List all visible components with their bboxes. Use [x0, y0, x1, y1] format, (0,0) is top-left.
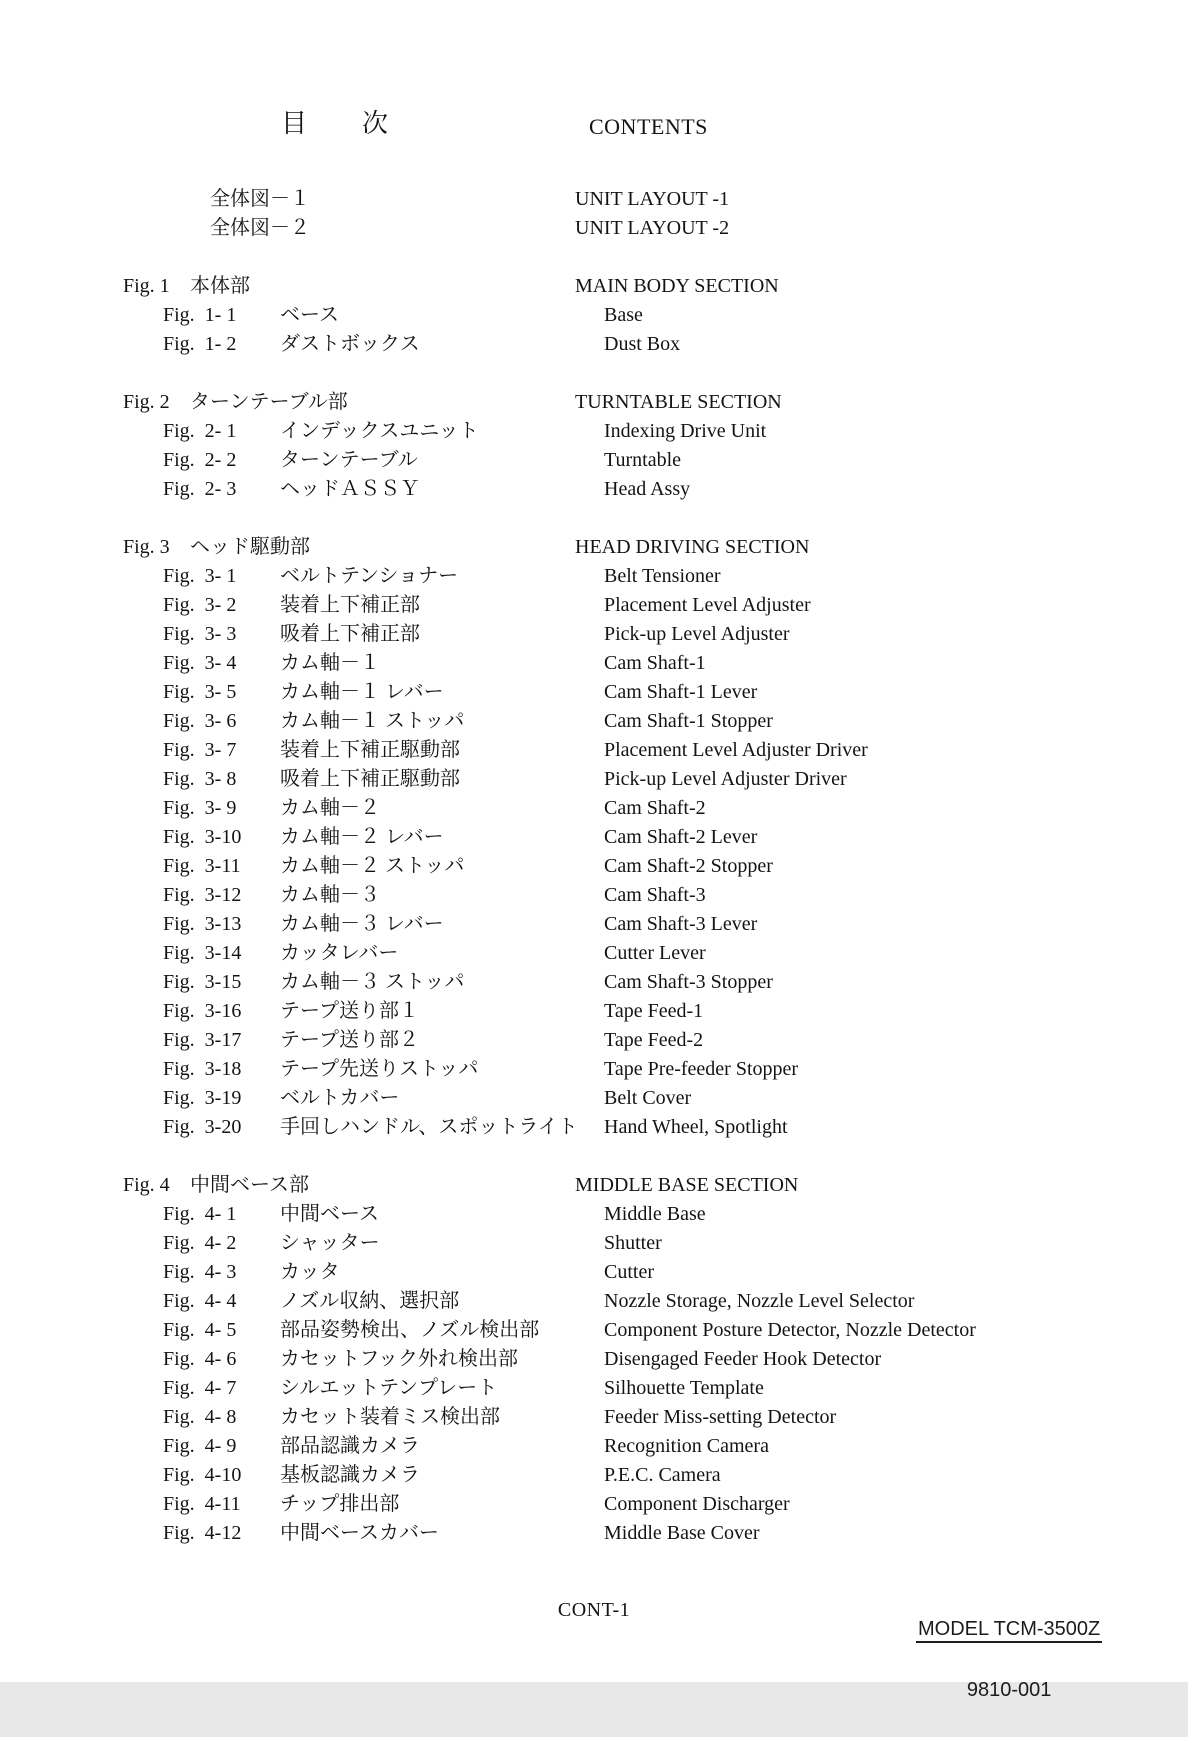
japanese-label: 吸着上下補正部: [280, 623, 420, 645]
english-label: Cam Shaft-1 Stopper: [604, 710, 773, 732]
toc-row-item: [0, 1403, 1188, 1432]
fig-number: Fig. 4- 8: [163, 1406, 237, 1428]
fig-number: Fig. 3-20: [163, 1116, 242, 1138]
english-label: Disengaged Feeder Hook Detector: [604, 1348, 882, 1370]
english-label: TURNTABLE SECTION: [575, 391, 782, 413]
english-label: MIDDLE BASE SECTION: [575, 1174, 799, 1196]
fig-number: Fig. 2- 2: [163, 449, 237, 471]
fig-number: Fig. 4- 3: [163, 1261, 237, 1283]
toc-row-item: [0, 794, 1188, 823]
toc-row-section: [0, 272, 1188, 301]
fig-number: Fig. 2: [123, 391, 170, 413]
fig-number: Fig. 1- 2: [163, 333, 237, 355]
toc-row-item: [0, 1287, 1188, 1316]
toc-row-preamble: [0, 185, 1188, 214]
toc-row-item: [0, 1200, 1188, 1229]
english-label: Feeder Miss-setting Detector: [604, 1406, 837, 1428]
english-label: Belt Tensioner: [604, 565, 721, 587]
fig-number: Fig. 3-12: [163, 884, 242, 906]
toc-row-item: [0, 1490, 1188, 1519]
english-label: Middle Base Cover: [604, 1522, 760, 1544]
toc-row-item: [0, 620, 1188, 649]
english-label: Head Assy: [604, 478, 691, 500]
fig-number: Fig. 3- 9: [163, 797, 237, 819]
japanese-label: 中間ベース部: [190, 1174, 309, 1196]
fig-number: Fig. 3-13: [163, 913, 242, 935]
page-number: CONT-1: [557, 1599, 631, 1621]
japanese-label: 装着上下補正部: [280, 594, 420, 616]
english-label: Belt Cover: [604, 1087, 692, 1109]
japanese-label: ベルトカバー: [280, 1087, 400, 1109]
toc-row-item: [0, 968, 1188, 997]
english-label: Indexing Drive Unit: [604, 420, 767, 442]
toc-row-item: [0, 881, 1188, 910]
fig-number: Fig. 3-18: [163, 1058, 242, 1080]
toc-row-item: [0, 852, 1188, 881]
english-label: HEAD DRIVING SECTION: [575, 536, 810, 558]
toc-row-item: [0, 417, 1188, 446]
toc-row-item: [0, 1026, 1188, 1055]
english-label: Cam Shaft-3 Lever: [604, 913, 758, 935]
japanese-label: インデックスユニット: [280, 420, 479, 442]
fig-number: Fig. 3-11: [163, 855, 241, 877]
english-label: Pick-up Level Adjuster Driver: [604, 768, 847, 790]
fig-number: Fig. 3-16: [163, 1000, 242, 1022]
japanese-label: ヘッドＡＳＳＹ: [280, 478, 420, 500]
fig-number: Fig. 3-15: [163, 971, 242, 993]
english-label: Component Posture Detector, Nozzle Detector: [604, 1319, 976, 1341]
japanese-label: カム軸－１: [280, 652, 380, 674]
toc-row-item: [0, 910, 1188, 939]
english-label: MAIN BODY SECTION: [575, 275, 779, 297]
japanese-label: ベース: [280, 304, 339, 326]
english-label: Cutter Lever: [604, 942, 706, 964]
toc-row-item: [0, 1229, 1188, 1258]
english-label: Cam Shaft-3: [604, 884, 706, 906]
fig-number: Fig. 2- 3: [163, 478, 237, 500]
japanese-label: シャッター: [280, 1232, 380, 1254]
english-label: Tape Feed-1: [604, 1000, 704, 1022]
fig-number: Fig. 4-11: [163, 1493, 241, 1515]
english-label: Placement Level Adjuster: [604, 594, 811, 616]
english-label: Shutter: [604, 1232, 662, 1254]
spacer-row: [0, 359, 1188, 388]
japanese-label: テープ送り部２: [280, 1029, 419, 1051]
english-label: Placement Level Adjuster Driver: [604, 739, 868, 761]
fig-number: Fig. 3-10: [163, 826, 242, 848]
japanese-label: カム軸－２ ストッパ: [280, 855, 465, 877]
toc-row-item: [0, 736, 1188, 765]
toc-row-item: [0, 678, 1188, 707]
english-label: Cam Shaft-1: [604, 652, 706, 674]
toc-row-item: [0, 301, 1188, 330]
document-code: 9810-001: [966, 1679, 1052, 1701]
japanese-label: ターンテーブル部: [190, 391, 348, 413]
english-label: UNIT LAYOUT -1: [575, 188, 730, 210]
fig-number: Fig. 3- 4: [163, 652, 237, 674]
page-title-english: CONTENTS: [589, 114, 708, 139]
english-label: Component Discharger: [604, 1493, 790, 1515]
fig-number: Fig. 3-19: [163, 1087, 242, 1109]
toc-row-item: [0, 562, 1188, 591]
english-label: Cam Shaft-2: [604, 797, 706, 819]
toc-row-item: [0, 1432, 1188, 1461]
fig-number: Fig. 3- 1: [163, 565, 237, 587]
japanese-label: カム軸－１ レバー: [280, 681, 444, 703]
english-label: Middle Base: [604, 1203, 706, 1225]
japanese-label: カム軸－３ レバー: [280, 913, 444, 935]
fig-number: Fig. 1- 1: [163, 304, 237, 326]
toc-row-item: [0, 1258, 1188, 1287]
japanese-label: 装着上下補正駆動部: [280, 739, 460, 761]
english-label: Tape Feed-2: [604, 1029, 704, 1051]
toc-row-section: [0, 533, 1188, 562]
fig-number: Fig. 3- 2: [163, 594, 237, 616]
fig-number: Fig. 3-17: [163, 1029, 242, 1051]
spacer-row: [0, 243, 1188, 272]
english-label: Cam Shaft-2 Lever: [604, 826, 758, 848]
toc-row-item: [0, 765, 1188, 794]
japanese-label: 部品認識カメラ: [280, 1435, 420, 1457]
english-label: Hand Wheel, Spotlight: [604, 1116, 788, 1138]
toc-row-preamble: [0, 214, 1188, 243]
japanese-label: ターンテーブル: [280, 449, 418, 471]
fig-number: Fig. 4- 1: [163, 1203, 237, 1225]
japanese-label: テープ送り部１: [280, 1000, 419, 1022]
toc-body: [0, 185, 1188, 1548]
english-label: P.E.C. Camera: [604, 1464, 721, 1486]
toc-row-item: [0, 475, 1188, 504]
english-label: Base: [604, 304, 643, 326]
fig-number: Fig. 3- 3: [163, 623, 237, 645]
fig-number: Fig. 4-10: [163, 1464, 242, 1486]
fig-number: Fig. 3- 7: [163, 739, 237, 761]
fig-number: Fig. 4- 9: [163, 1435, 237, 1457]
toc-row-item: [0, 823, 1188, 852]
toc-row-item: [0, 1461, 1188, 1490]
model-number: MODEL TCM-3500Z: [916, 1619, 1102, 1643]
japanese-label: 全体図－１: [210, 188, 310, 210]
toc-row-item: [0, 649, 1188, 678]
english-label: UNIT LAYOUT -2: [575, 217, 730, 239]
toc-row-item: [0, 1113, 1188, 1142]
fig-number: Fig. 4- 5: [163, 1319, 237, 1341]
japanese-label: ノズル収納、選択部: [280, 1290, 460, 1312]
english-label: Turntable: [604, 449, 682, 471]
toc-row-item: [0, 707, 1188, 736]
japanese-label: シルエットテンプレート: [280, 1377, 498, 1399]
document-id-block: [916, 1583, 1102, 1737]
english-label: Cam Shaft-2 Stopper: [604, 855, 773, 877]
toc-row-item: [0, 1084, 1188, 1113]
toc-row-item: [0, 330, 1188, 359]
toc-row-item: [0, 591, 1188, 620]
english-label: Tape Pre-feeder Stopper: [604, 1058, 799, 1080]
japanese-label: 中間ベースカバー: [280, 1522, 439, 1544]
japanese-label: テープ先送りストッパ: [280, 1058, 479, 1080]
english-label: Cutter: [604, 1261, 654, 1283]
japanese-label: カム軸－１ ストッパ: [280, 710, 465, 732]
japanese-label: カム軸－３: [280, 884, 380, 906]
japanese-label: カッタ: [280, 1261, 340, 1283]
japanese-label: ベルトテンショナー: [280, 565, 459, 587]
japanese-label: カセット装着ミス検出部: [280, 1406, 500, 1428]
japanese-label: 手回しハンドル、スポットライト: [280, 1116, 578, 1138]
toc-row-section: [0, 388, 1188, 417]
fig-number: Fig. 1: [123, 275, 170, 297]
toc-row-item: [0, 1055, 1188, 1084]
japanese-label: カセットフック外れ検出部: [280, 1348, 518, 1370]
toc-row-item: [0, 1345, 1188, 1374]
japanese-label: カム軸－２ レバー: [280, 826, 444, 848]
japanese-label: 部品姿勢検出、ノズル検出部: [280, 1319, 540, 1341]
spacer-row: [0, 504, 1188, 533]
toc-row-item: [0, 446, 1188, 475]
english-label: Nozzle Storage, Nozzle Level Selector: [604, 1290, 915, 1312]
toc-row-item: [0, 1374, 1188, 1403]
english-label: Cam Shaft-3 Stopper: [604, 971, 773, 993]
toc-row-item: [0, 1519, 1188, 1548]
japanese-label: カム軸－３ ストッパ: [280, 971, 465, 993]
japanese-label: ヘッド駆動部: [190, 536, 310, 558]
japanese-label: カッタレバー: [280, 942, 399, 964]
japanese-label: カム軸－２: [280, 797, 380, 819]
fig-number: Fig. 4- 2: [163, 1232, 237, 1254]
fig-number: Fig. 4: [123, 1174, 170, 1196]
english-label: Silhouette Template: [604, 1377, 764, 1399]
english-label: Cam Shaft-1 Lever: [604, 681, 758, 703]
toc-row-item: [0, 997, 1188, 1026]
toc-row-item: [0, 939, 1188, 968]
japanese-label: チップ排出部: [280, 1493, 400, 1515]
japanese-label: 中間ベース: [280, 1203, 379, 1225]
fig-number: Fig. 3- 8: [163, 768, 237, 790]
fig-number: Fig. 3- 6: [163, 710, 237, 732]
spacer-row: [0, 1142, 1188, 1171]
japanese-label: 吸着上下補正駆動部: [280, 768, 460, 790]
english-label: Pick-up Level Adjuster: [604, 623, 790, 645]
fig-number: Fig. 3: [123, 536, 170, 558]
fig-number: Fig. 4- 4: [163, 1290, 237, 1312]
fig-number: Fig. 3-14: [163, 942, 242, 964]
japanese-label: ダストボックス: [280, 333, 420, 355]
fig-number: Fig. 4- 7: [163, 1377, 237, 1399]
english-label: Recognition Camera: [604, 1435, 769, 1457]
japanese-label: 基板認識カメラ: [280, 1464, 420, 1486]
japanese-label: 全体図－２: [210, 217, 310, 239]
fig-number: Fig. 4-12: [163, 1522, 242, 1544]
fig-number: Fig. 3- 5: [163, 681, 237, 703]
fig-number: Fig. 2- 1: [163, 420, 237, 442]
fig-number: Fig. 4- 6: [163, 1348, 237, 1370]
toc-row-section: [0, 1171, 1188, 1200]
page-title-japanese: 目 次: [281, 109, 390, 138]
japanese-label: 本体部: [190, 275, 250, 297]
toc-row-item: [0, 1316, 1188, 1345]
english-label: Dust Box: [604, 333, 681, 355]
